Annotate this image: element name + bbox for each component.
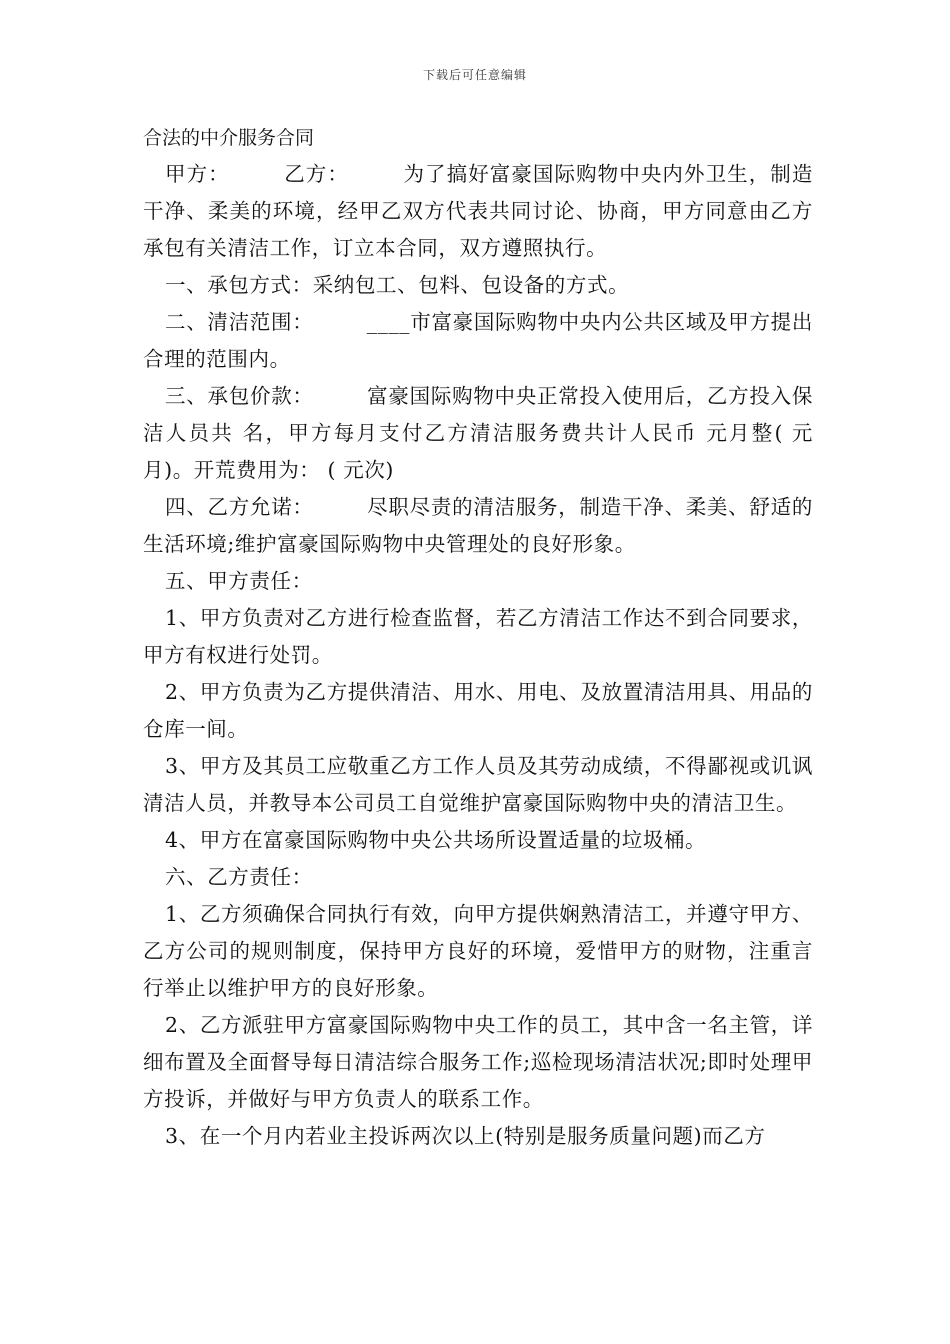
paragraph-party-a-duty-1: 1、甲方负责对乙方进行检查监督，若乙方清洁工作达不到合同要求，甲方有权进行处罚。 [143,606,813,667]
paragraph-party-a-duty-2: 2、甲方负责为乙方提供清洁、用水、用电、及放置清洁用具、用品的仓库一间。 [143,680,813,741]
section-heading-party-a-duties: 五、甲方责任： [165,569,313,593]
paragraph-party-b-duty-2: 2、乙方派驻甲方富豪国际购物中央工作的员工，其中含一名主管，详细布置及全面督导每日清洁综合服务工作;巡检现场清洁状况;即时处理甲方投诉，并做好与甲方负责人的联系工作。 [143,1013,813,1111]
document-body [143,120,813,1155]
paragraph-contract-method: 一、承包方式：采纳包工、包料、包设备的方式。 [165,273,630,297]
section-heading-party-b-duties: 六、乙方责任： [165,865,313,889]
document-title: 合法的中介服务合同 [143,127,315,149]
paragraph-contract-price: 三、承包价款： 富豪国际购物中央正常投入使用后，乙方投入保洁人员共 名，甲方每月支付乙方清洁服务费共计人民币 元月整( 元月)。开荒费用为： ( 元次) [143,384,813,482]
paragraph-cleaning-scope: 二、清洁范围： ____市富豪国际购物中央内公共区域及甲方提出合理的范围内。 [143,310,813,371]
paragraph-party-a-duty-4: 4、甲方在富豪国际购物中央公共场所设置适量的垃圾桶。 [165,828,707,852]
paragraph-party-a-duty-3: 3、甲方及其员工应敬重乙方工作人员及其劳动成绩，不得鄙视或讥讽清洁人员，并教导本公司员工自觉维护富豪国际购物中央的清洁卫生。 [143,754,813,815]
paragraph-parties-intro: 甲方： 乙方： 为了搞好富豪国际购物中央内外卫生，制造干净、柔美的环境，经甲乙双方代表共同讨论、协商，甲方同意由乙方承包有关清洁工作，订立本合同，双方遵照执行。 [143,162,813,260]
paragraph-party-b-duty-1: 1、乙方须确保合同执行有效，向甲方提供娴熟清洁工，并遵守甲方、乙方公司的规则制度，保持甲方良好的环境，爱惜甲方的财物，注重言行举止以维护甲方的良好形象。 [143,902,813,1000]
paragraph-party-b-promise: 四、乙方允诺： 尽职尽责的清洁服务，制造干净、柔美、舒适的生活环境;维护富豪国际购物中央管理处的良好形象。 [143,495,813,556]
page-header-note: 下载后可任意编辑 [422,68,527,82]
paragraph-party-b-duty-3: 3、在一个月内若业主投诉两次以上(特别是服务质量问题)而乙方 [165,1124,766,1148]
